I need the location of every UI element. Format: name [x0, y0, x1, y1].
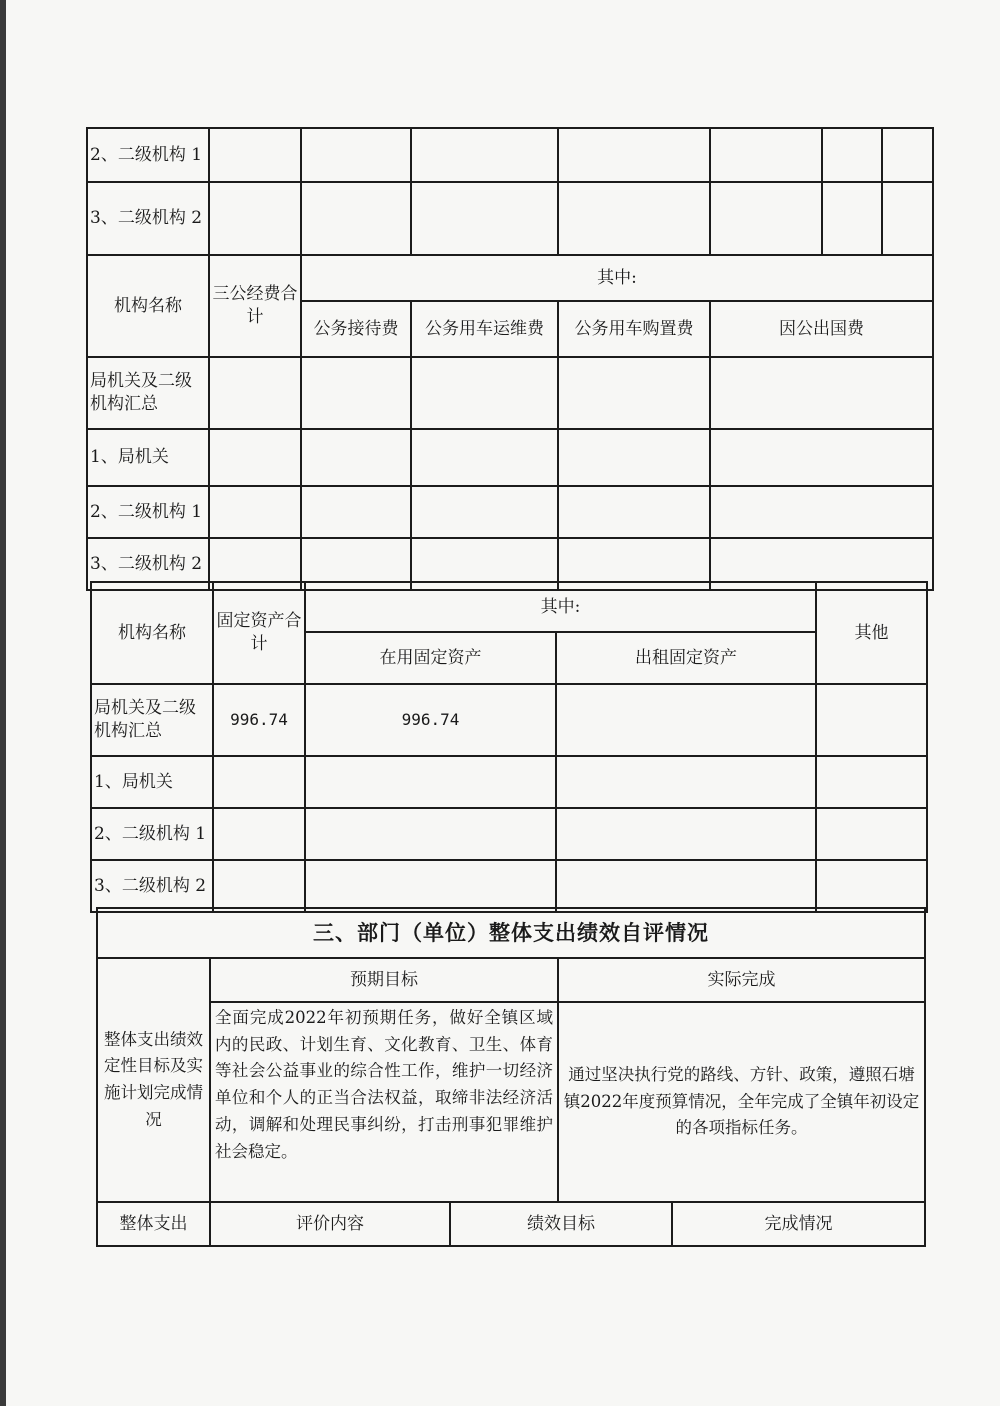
table-row — [91, 860, 927, 912]
table-performance-self-evaluation — [96, 907, 926, 1247]
header-overseas: 因公出国费 — [710, 301, 933, 357]
header-actual-completion: 实际完成 — [558, 958, 925, 1002]
table-row — [87, 429, 933, 486]
actual-completion-text: 通过坚决执行党的路线、方针、政策，遵照石塘镇2022年度预算情况，全年完成了全镇年初设定的各项指标任务。 — [558, 1002, 925, 1202]
header-vehicle-purchase: 公务用车购置费 — [558, 301, 710, 357]
row-label: 3、二级机构 2 — [91, 860, 213, 912]
row-label: 1、局机关 — [87, 429, 209, 486]
table-row — [87, 182, 933, 255]
header-vehicle-operation: 公务用车运维费 — [411, 301, 558, 357]
header-of-which: 其中: — [305, 582, 816, 632]
table-row — [91, 756, 927, 808]
in-use-value: 996.74 — [305, 684, 556, 756]
header-org-name: 机构名称 — [91, 582, 213, 684]
table-row — [91, 684, 927, 756]
row-label: 2、二级机构 1 — [91, 808, 213, 860]
header-performance-target: 绩效目标 — [450, 1202, 672, 1246]
scan-edge-shadow — [0, 0, 6, 1406]
table-continuation — [86, 127, 934, 256]
row-label: 1、局机关 — [91, 756, 213, 808]
row-label: 局机关及二级机构汇总 — [87, 357, 209, 429]
header-of-which: 其中: — [301, 255, 933, 301]
table-row — [87, 128, 933, 182]
header-other: 其他 — [816, 582, 927, 684]
row-label: 3、二级机构 2 — [87, 538, 209, 590]
overall-expenditure-label: 整体支出 — [97, 1202, 210, 1246]
table-row — [87, 486, 933, 538]
header-total: 固定资产合计 — [213, 582, 305, 684]
header-in-use: 在用固定资产 — [305, 632, 556, 684]
header-org-name: 机构名称 — [87, 255, 209, 357]
section-title: 三、部门（单位）整体支出绩效自评情况 — [97, 908, 925, 958]
row-label: 2、二级机构 1 — [87, 486, 209, 538]
total-value: 996.74 — [213, 684, 305, 756]
expected-target-text: 全面完成2022年初预期任务，做好全镇区域内的民政、计划生育、文化教育、卫生、体育等社会公益事业的综合性工作，维护一切经济单位和个人的正当合法权益，取缔非法经济活动，调解和处理民事纠纷，打击刑事犯罪维护社会稳定。 — [210, 1002, 558, 1202]
row-label: 整体支出绩效定性目标及实施计划完成情况 — [97, 958, 210, 1202]
table-row — [87, 357, 933, 429]
row-label: 3、二级机构 2 — [87, 182, 209, 255]
row-label: 2、二级机构 1 — [87, 128, 209, 182]
header-total: 三公经费合计 — [209, 255, 301, 357]
header-evaluation-content: 评价内容 — [210, 1202, 450, 1246]
row-label: 局机关及二级机构汇总 — [91, 684, 213, 756]
header-reception: 公务接待费 — [301, 301, 411, 357]
header-leased: 出租固定资产 — [556, 632, 816, 684]
table-row — [91, 808, 927, 860]
table-fixed-assets — [90, 581, 928, 913]
header-expected-target: 预期目标 — [210, 958, 558, 1002]
header-completion-status: 完成情况 — [672, 1202, 925, 1246]
table-three-public-expenses — [86, 254, 934, 591]
